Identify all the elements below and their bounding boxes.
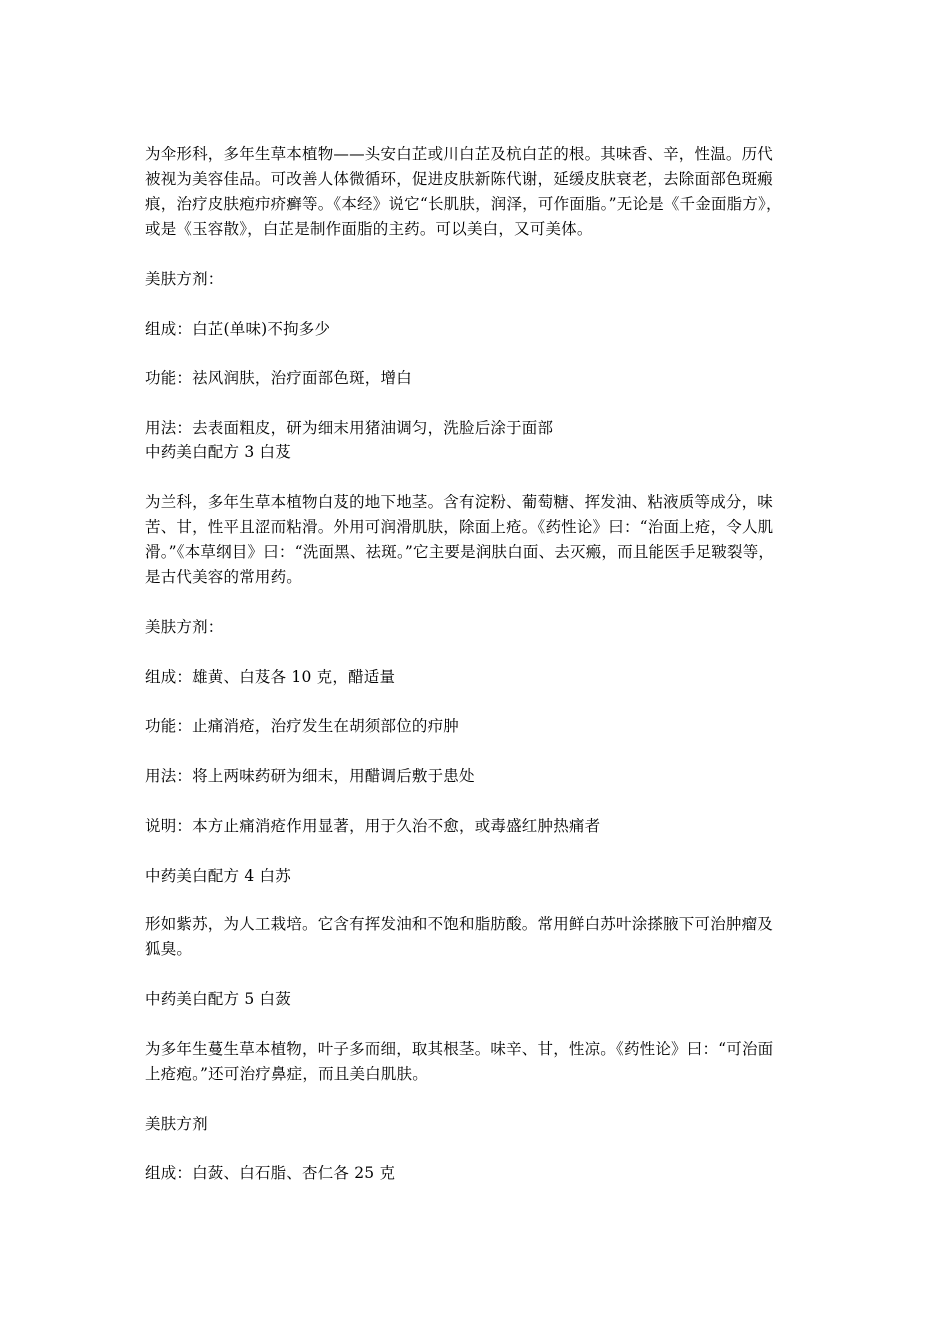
section-heading: 中药美白配方 4 白苏 xyxy=(145,867,291,885)
text-line: 为伞形科，多年生草本植物——头安白芷或川白芷及杭白芷的根。其味香、辛，性温。历代 xyxy=(145,145,774,163)
text-line: 苦、甘，性平且涩而粘滑。外用可润滑肌肤，除面上疮。《药性论》曰：“治面上疮，令人肌 xyxy=(145,518,774,536)
text-line: 上疮疱。”还可治疗鼻症，而且美白肌肤。 xyxy=(145,1065,428,1083)
text-line: 狐臭。 xyxy=(145,940,193,958)
text-line: 功能：祛风润肤，治疗面部色斑，增白 xyxy=(145,369,412,387)
section-heading: 中药美白配方 5 白蔹 xyxy=(145,990,291,1008)
text-line: 为多年生蔓生草本植物，叶子多而细，取其根茎。味辛、甘，性凉。《药性论》曰：“可治面 xyxy=(145,1040,774,1058)
section-heading: 美肤方剂： xyxy=(145,618,224,636)
section-heading: 中药美白配方 3 白芨 xyxy=(145,443,291,461)
text-line: 或是《玉容散》，白芷是制作面脂的主药。可以美白，又可美体。 xyxy=(145,220,593,238)
text-line: 说明：本方止痛消疮作用显著，用于久治不愈，或毒盛红肿热痛者 xyxy=(145,817,601,835)
text-line: 组成：雄黄、白芨各 10 克，醋适量 xyxy=(145,668,396,686)
text-line: 形如紫苏，为人工栽培。它含有挥发油和不饱和脂肪酸。常用鲜白苏叶涂搽腋下可治肿瘤及 xyxy=(145,915,774,933)
text-line: 为兰科，多年生草本植物白芨的地下地茎。含有淀粉、葡萄糖、挥发油、粘液质等成分，味 xyxy=(145,493,774,511)
text-line: 被视为美容佳品。可改善人体微循环，促进皮肤新陈代谢，延缓皮肤衰老，去除面部色斑瘢 xyxy=(145,170,774,188)
text-line: 组成：白芷(单味)不拘多少 xyxy=(145,320,331,338)
text-line: 用法：将上两味药研为细末，用醋调后敷于患处 xyxy=(145,767,475,785)
text-line: 是古代美容的常用药。 xyxy=(145,568,303,586)
text-line: 功能：止痛消疮，治疗发生在胡须部位的疖肿 xyxy=(145,717,460,735)
text-line: 滑。”《本草纲目》曰：“洗面黑、祛斑。”它主要是润肤白面、去灭瘢，而且能医手足皲裂等， xyxy=(145,543,775,561)
text-line: 痕，治疗皮肤疱疖疥癣等。《本经》说它“长肌肤，润泽，可作面脂。”无论是《千金面脂方》， xyxy=(145,195,782,213)
text-line: 用法：去表面粗皮，研为细末用猪油调匀，洗脸后涂于面部 xyxy=(145,419,554,437)
section-heading: 美肤方剂 xyxy=(145,1115,208,1133)
section-heading: 美肤方剂： xyxy=(145,270,224,288)
text-line: 组成：白蔹、白石脂、杏仁各 25 克 xyxy=(145,1164,396,1182)
